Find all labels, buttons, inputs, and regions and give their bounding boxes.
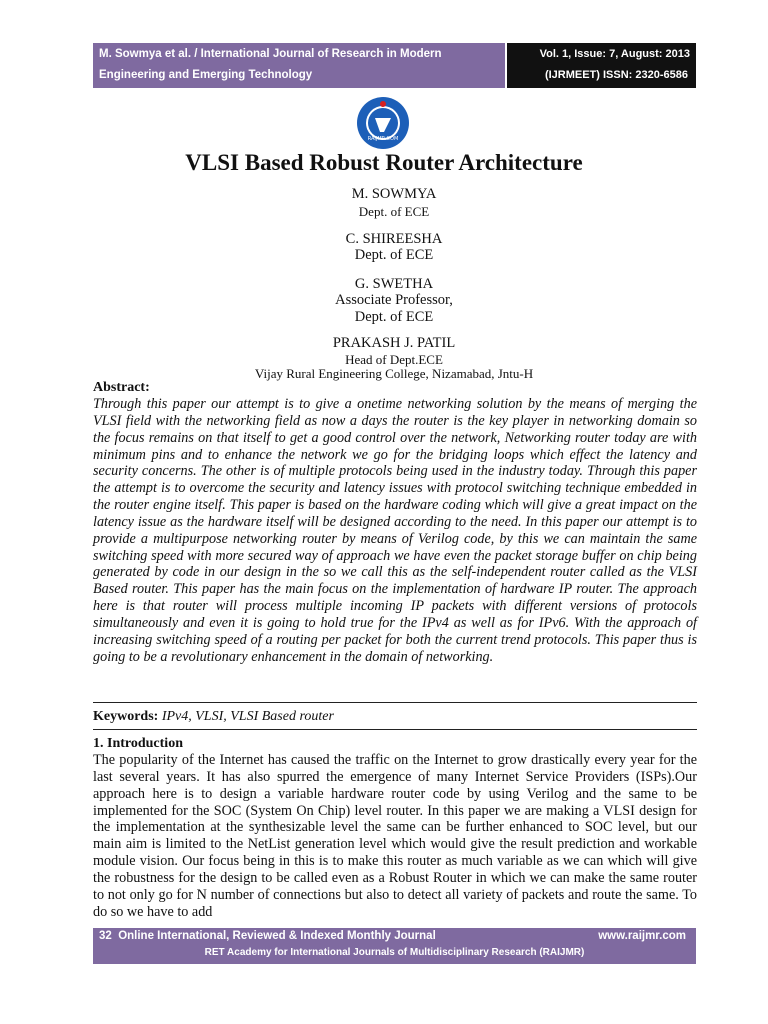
keywords-text: IPv4, VLSI, VLSI Based router	[161, 709, 334, 724]
author-name: C. SHIREESHA	[345, 231, 443, 247]
abstract-text: Through this paper our attempt is to give a onetime networking solution by the means of merging the VLSI field with the networking field as now a days the router is the key player in networking domain so the focus remains on that itself to get a good control over the network, Networking router today are with minimum pins and to enhance the network we go for the bridging loops which effect the latency and security concerns. The other is of multiple protocols being used in the industry today. Through this paper the attempt is to overcome the security and latency issues with protocol switching technique embedded in the router engine itself. This paper is based on the hardware coding which will give a great impact on the latency issue as the hardware itself will be designed according to the need. In this paper our attempt is to provide a multipurpose networking router by means of Verilog code, by this we can maintain the same switching speed with more secured way of approach we have even the packet storage buffer on chip being generated by code in our design in the so we call this as the self-independent router called as the VLSI Based router. This paper has the main focus on the implementation of hardware IP router. The approach here is that router will process multiple incoming IP packets with different versions of protocols simultaneously and even it is going to hold true for the IPv4 as well as for IPv6. With the approach of increasing switching speed of a routing per packet for both the current trend protocols. This paper thus is going to be a revolutionary enhancement in the domain of networking.	[93, 396, 697, 665]
journal-footer	[93, 928, 696, 964]
section-heading: 1. Introduction	[93, 736, 183, 751]
divider	[93, 702, 697, 703]
author-title: Head of Dept.ECE	[345, 352, 443, 367]
footer-left	[99, 930, 436, 942]
page-number: 32	[99, 930, 112, 942]
keywords-label: Keywords:	[93, 709, 159, 724]
paper-title: VLSI Based Robust Router Architecture	[185, 150, 583, 175]
author-affiliation: Dept. of ECE	[354, 309, 434, 325]
journal-name-line1: M. Sowmya et al. / International Journal of Research in Modern	[99, 48, 442, 60]
abstract-heading: Abstract:	[93, 380, 150, 395]
keywords-line	[93, 709, 334, 725]
author-affiliation: Dept. of ECE	[354, 247, 434, 263]
introduction-text: The popularity of the Internet has caused the traffic on the Internet to grow drastically every year for the last several years. It has also spurred the emergence of many Internet Service Providers (ISPs).Our approach here is to design a variable hardware router code by using Verilog and the same to be implemented for the SOC (System On Chip) level router. In this paper we are making a VLSI design for the implementation at the synthesizable level the same can be further enhanced to SOC level, but our main aim is limited to the NetList generation level which would give the result prediction and workable module vision. Our focus being in this is to make this router as much variable as we can which will give the robustness for the design to be called even as a Robust Router in which we can make the same router to not only go for N number of connections but also to detect all variety of packets and route the same. To do so we have to add	[93, 752, 697, 920]
author-name: M. SOWMYA	[351, 186, 437, 202]
author-institution: Vijay Rural Engineering College, Nizamabad, Jntu-H	[254, 366, 534, 381]
footer-publisher: RET Academy for International Journals of Multidisciplinary Research (RAIJMR)	[204, 947, 585, 958]
raijmr-logo-icon	[356, 96, 410, 150]
divider	[93, 729, 697, 730]
author-name: G. SWETHA	[354, 276, 434, 292]
author-name: PRAKASH J. PATIL	[332, 335, 456, 351]
journal-name-line2: Engineering and Emerging Technology	[99, 69, 313, 81]
journal-header-left	[93, 43, 505, 88]
footer-journal-text: Online International, Reviewed & Indexed Monthly Journal	[118, 930, 436, 942]
journal-header-right	[507, 43, 696, 88]
svg-text:RAIJMR.COM: RAIJMR.COM	[367, 136, 399, 142]
journal-header	[93, 43, 696, 88]
issue-info: Vol. 1, Issue: 7, August: 2013	[539, 48, 690, 60]
author-affiliation: Dept. of ECE	[358, 204, 430, 219]
footer-url[interactable]: www.raijmr.com	[598, 930, 686, 942]
author-title: Associate Professor,	[335, 292, 453, 308]
issn-info: (IJRMEET) ISSN: 2320-6586	[544, 69, 688, 81]
